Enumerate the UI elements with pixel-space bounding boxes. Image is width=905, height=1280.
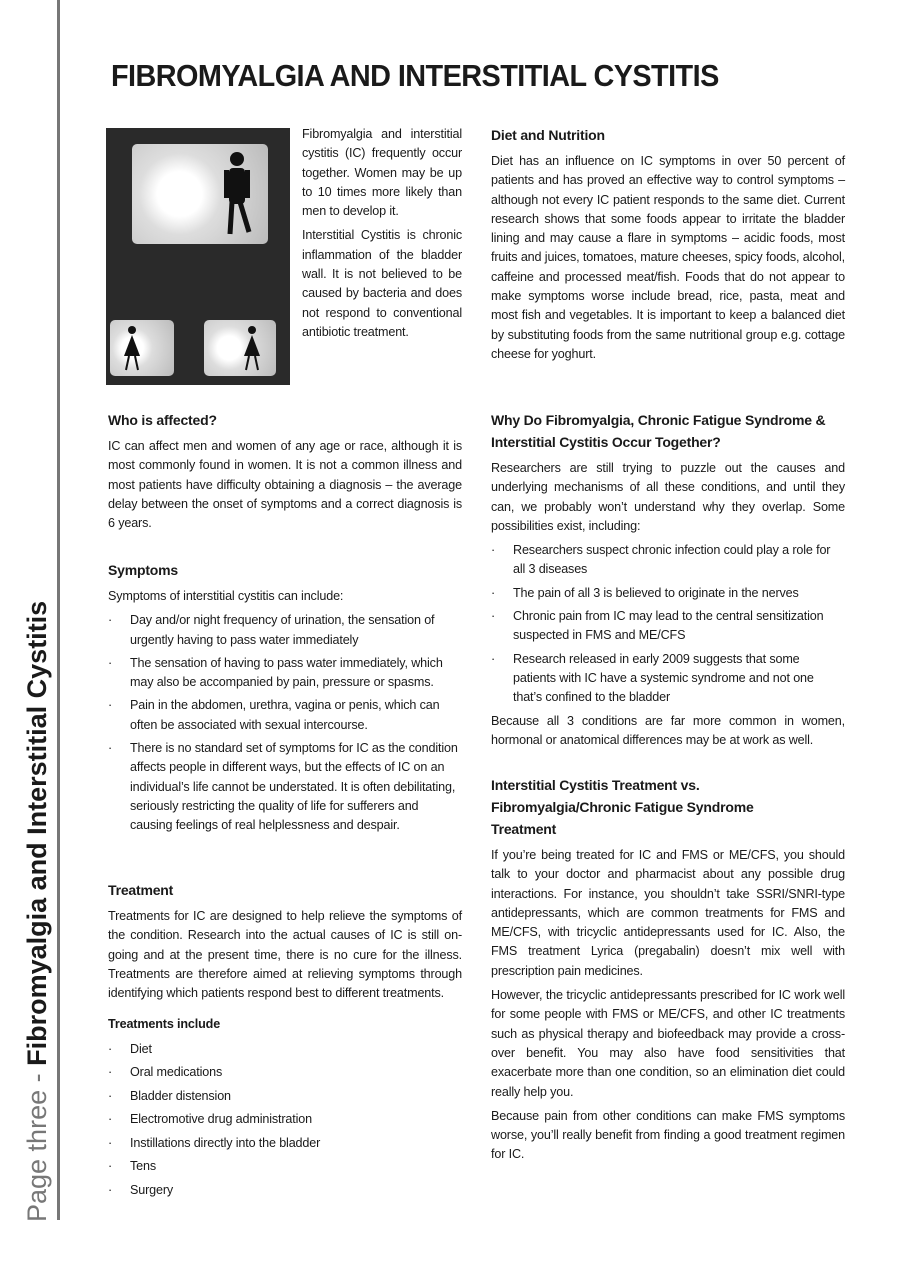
paragraph: If you’re being treated for IC and FMS or ME/CFS, you should talk to your doctor and pharmacist about any possible drug interactions. For instance, you shouldn’t take SSRI/SNRI-type antidepressants, which are common treatments for FMS and ME/CFS, with tricyclic antidepressants used for IC. Also, the FMS treatment Lyrica (pregabalin) doesn’t mix well with prescription pain medicines. <box>491 848 845 978</box>
list-item: · The sensation of having to pass water immediately, which may also be accompanied by pain, pressure or spasms. <box>108 654 462 693</box>
margin-rule <box>57 0 60 1220</box>
subheading: Treatments include <box>108 1017 221 1032</box>
section-heading: Interstitial Cystitis Treatment vs. Fibromyalgia/Chronic Fatigue Syndrome Treatment <box>491 777 754 837</box>
diet-section <box>491 124 845 369</box>
list-item: · Pain in the abdomen, urethra, vagina or penis, which can often be associated with sexual intercourse. <box>108 696 462 735</box>
woman-figure-icon <box>110 320 174 376</box>
symptoms-section <box>108 559 462 840</box>
who-section <box>108 409 462 538</box>
paragraph: Diet has an influence on IC symptoms in over 50 percent of patients and has proved an effective way to control symptoms – although not every IC patient responds to the same diet. Current research shows that some foods appear to irritate the bladder lining and may cause a flare in symptoms – acidic foods, most fruits and juices, tomatoes, mature cheeses, spicy foods, alcohol, caffeine and processed meat/fish. Foods that do not appear to make symptoms worse include bread, rice, pasta, meat and most fish and vegetables. It is important to keep a balanced diet by substituting foods from the same nutritional group e.g. cottage cheese for yoghurt. <box>491 154 845 361</box>
section-heading: Treatment <box>108 882 174 898</box>
paragraph: However, the tricyclic antidepressants prescribed for IC work well for some people with FMS or ME/CFS, and other IC treatments such as physical therapy and biofeedback may provide a cross-over benefit. You may also have food sensitivities that exacerbate more than one condition, so an elimination diet could really help you. <box>491 988 845 1099</box>
list-item: · Oral medications <box>108 1063 462 1082</box>
treatments-list <box>108 1040 462 1200</box>
section-heading: Why Do Fibromyalgia, Chronic Fatigue Syndrome & Interstitial Cystitis Occur Together? <box>491 412 826 450</box>
why-list <box>491 541 845 707</box>
list-item: · Research released in early 2009 suggests that some patients with IC have a systemic syndrome and not one that’s confined to the bladder <box>491 650 845 708</box>
paragraph: Treatments for IC are designed to help relieve the symptoms of the condition. Research into the actual causes of IC is still on-going and at the present time, there is no cure for the illness. Treatments are therefore aimed at relieving symptoms through identifying which patients respond best to different treatments. <box>108 909 462 1001</box>
list-item: · Bladder distension <box>108 1087 462 1106</box>
women-sign-left <box>110 320 174 376</box>
page-number-label: Page three - <box>22 1065 52 1222</box>
list-item: · Researchers suspect chronic infection could play a role for all 3 diseases <box>491 541 845 580</box>
list-item: · Chronic pain from IC may lead to the central sensitization suspected in FMS and ME/CFS <box>491 607 845 646</box>
section-heading: Symptoms <box>108 562 178 578</box>
ic-treatment-section <box>491 774 845 1170</box>
paragraph: Symptoms of interstitial cystitis can include: <box>108 589 344 603</box>
section-title-label: Fibromyalgia and Interstitial Cystitis <box>22 600 52 1066</box>
paragraph: Because all 3 conditions are far more common in women, hormonal or anatomical differences may be at work as well. <box>491 713 845 747</box>
intro-paragraph: Fibromyalgia and interstitial cystitis (IC) frequently occur together. Women may be up to 10 times more likely than men to develop it. <box>302 127 462 219</box>
list-item: · Tens <box>108 1157 462 1176</box>
intro-paragraph: Interstitial Cystitis is chronic inflammation of the bladder wall. It is not believed to be caused by bacteria and does not respond to conventional antibiotic treatment. <box>302 228 462 339</box>
woman-figure-icon <box>204 320 276 376</box>
list-item: · The pain of all 3 is believed to originate in the nerves <box>491 584 845 603</box>
list-item: · Diet <box>108 1040 462 1059</box>
list-item: · There is no standard set of symptoms for IC as the condition affects people in different ways, but the effects of IC on an individual’s life cannot be understated. It is often debilitating, seriously restricting the quality of life for sufferers and causing feelings of real helplessness and despair. <box>108 739 462 835</box>
restroom-signs-photo <box>106 128 290 385</box>
women-sign-right <box>204 320 276 376</box>
paragraph: Researchers are still trying to puzzle out the causes and underlying mechanisms of all these conditions, and until they can, we probably won’t understand why they overlap. Some possibilities exist, including: <box>491 461 845 533</box>
page-title: FIBROMYALGIA AND INTERSTITIAL CYSTITIS <box>111 58 719 93</box>
section-heading: Who is affected? <box>108 412 217 428</box>
men-sign <box>132 144 268 244</box>
paragraph: IC can affect men and women of any age or race, although it is most commonly found in women. It is not a common illness and most patients have difficulty obtaining a diagnosis – the average delay between the onset of symptoms and a correct diagnosis is 6 years. <box>108 439 462 531</box>
list-item: · Day and/or night frequency of urination, the sensation of urgently having to pass water immediately <box>108 611 462 650</box>
list-item: · Electromotive drug administration <box>108 1110 462 1129</box>
list-item: · Surgery <box>108 1181 462 1200</box>
why-section <box>491 409 845 755</box>
list-item: · Instillations directly into the bladder <box>108 1134 462 1153</box>
symptoms-list <box>108 611 462 835</box>
intro-text <box>302 125 462 347</box>
treatment-section <box>108 879 462 1204</box>
man-figure-icon <box>132 144 268 244</box>
section-heading: Diet and Nutrition <box>491 127 605 143</box>
paragraph: Because pain from other conditions can make FMS symptoms worse, you’ll really benefit from finding a good treatment regimen for IC. <box>491 1108 845 1162</box>
side-label <box>22 601 52 1222</box>
